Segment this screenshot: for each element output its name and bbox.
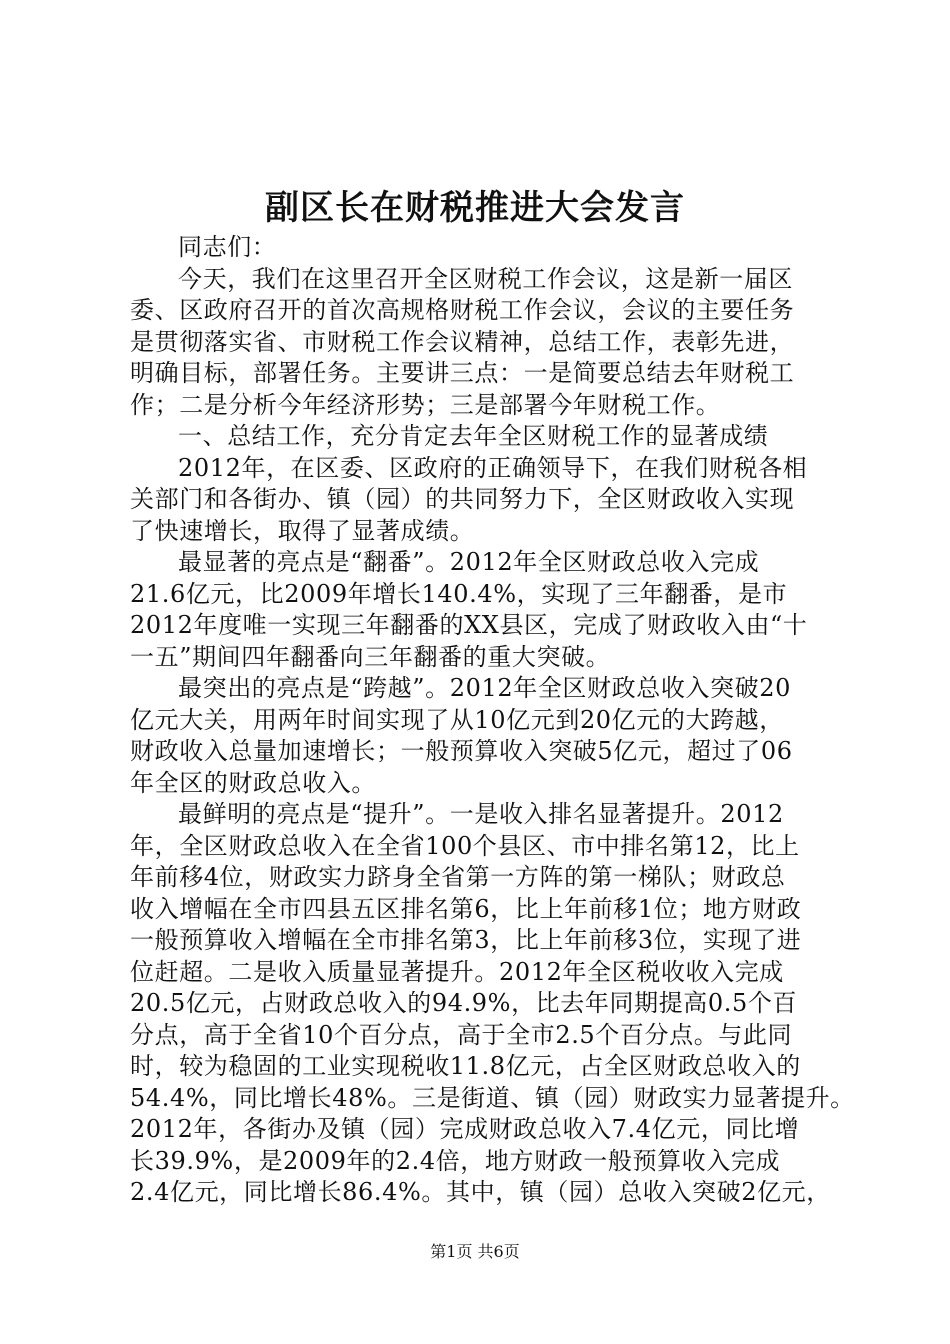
text-line: 委、区政府召开的首次高规格财税工作会议，会议的主要任务 xyxy=(130,296,795,324)
text-line: 54.4%，同比增长48%。三是街道、镇（园）财政实力显著提升。 xyxy=(130,1083,855,1112)
text-line: 一五”期间四年翻番向三年翻番的重大突破。 xyxy=(130,642,611,671)
text-line: 时，较为稳固的工业实现税收11.8亿元，占全区财政总收入的 xyxy=(130,1052,801,1080)
document-body xyxy=(130,232,855,1209)
text-line: 20.5亿元，占财政总收入的94.9%，比去年同期提高0.5个百 xyxy=(130,989,798,1017)
text-line: 21.6亿元，比2009年增长140.4%，实现了三年翻番，是市 xyxy=(130,579,788,608)
document-title: 副区长在财税推进大会发言 xyxy=(265,188,685,228)
text-line: 分点，高于全省10个百分点，高于全市2.5个百分点。与此同 xyxy=(130,1020,793,1049)
text-line: 是贯彻落实省、市财税工作会议精神，总结工作，表彰先进， xyxy=(130,327,795,356)
text-line: 年，全区财政总收入在全省100个县区、市中排名第12，比上 xyxy=(130,831,800,860)
text-line: 最鲜明的亮点是“提升”。一是收入排名显著提升。2012 xyxy=(178,800,784,828)
text-line: 作；二是分析今年经济形势；三是部署今年财税工作。 xyxy=(130,390,721,419)
text-line: 最显著的亮点是“翻番”。2012年全区财政总收入完成 xyxy=(178,548,760,576)
text-line: 2012年度唯一实现三年翻番的XX县区，完成了财政收入由“十 xyxy=(130,611,808,639)
text-line: 关部门和各街办、镇（园）的共同努力下，全区财政收入实现 xyxy=(130,485,795,513)
text-line: 今天，我们在这里召开全区财税工作会议，这是新一届区 xyxy=(178,264,793,293)
text-line: 长39.9%，是2009年的2.4倍，地方财政一般预算收入完成 xyxy=(130,1146,781,1175)
text-line: 最突出的亮点是“跨越”。2012年全区财政总收入突破20 xyxy=(178,674,791,702)
text-line: 2012年，各街办及镇（园）完成财政总收入7.4亿元，同比增 xyxy=(130,1115,800,1143)
text-line: 明确目标，部署任务。主要讲三点：一是简要总结去年财税工 xyxy=(130,359,795,387)
section-heading: 一、总结工作，充分肯定去年全区财税工作的显著成绩 xyxy=(178,422,769,450)
text-line: 收入增幅在全市四县五区排名第6，比上年前移1位；地方财政 xyxy=(130,894,802,923)
text-line: 2.4亿元，同比增长86.4%。其中，镇（园）总收入突破2亿元， xyxy=(130,1178,831,1206)
text-line: 年全区的财政总收入。 xyxy=(130,768,376,797)
text-line: 财政收入总量加速增长；一般预算收入突破5亿元，超过了06 xyxy=(130,737,793,765)
text-line: 年前移4位，财政实力跻身全省第一方阵的第一梯队；财政总 xyxy=(130,863,786,891)
text-line: 亿元大关，用两年时间实现了从10亿元到20亿元的大跨越， xyxy=(130,705,784,734)
text-line: 一般预算收入增幅在全市排名第3，比上年前移3位，实现了进 xyxy=(130,926,802,954)
text-line: 位赶超。二是收入质量显著提升。2012年全区税收收入完成 xyxy=(130,957,784,986)
text-line: 了快速增长，取得了显著成绩。 xyxy=(130,516,475,545)
text-line: 2012年，在区委、区政府的正确领导下，在我们财税各相 xyxy=(178,453,808,482)
page-footer: 第1页 共6页 xyxy=(430,1242,520,1261)
text-line: 同志们： xyxy=(178,233,277,261)
